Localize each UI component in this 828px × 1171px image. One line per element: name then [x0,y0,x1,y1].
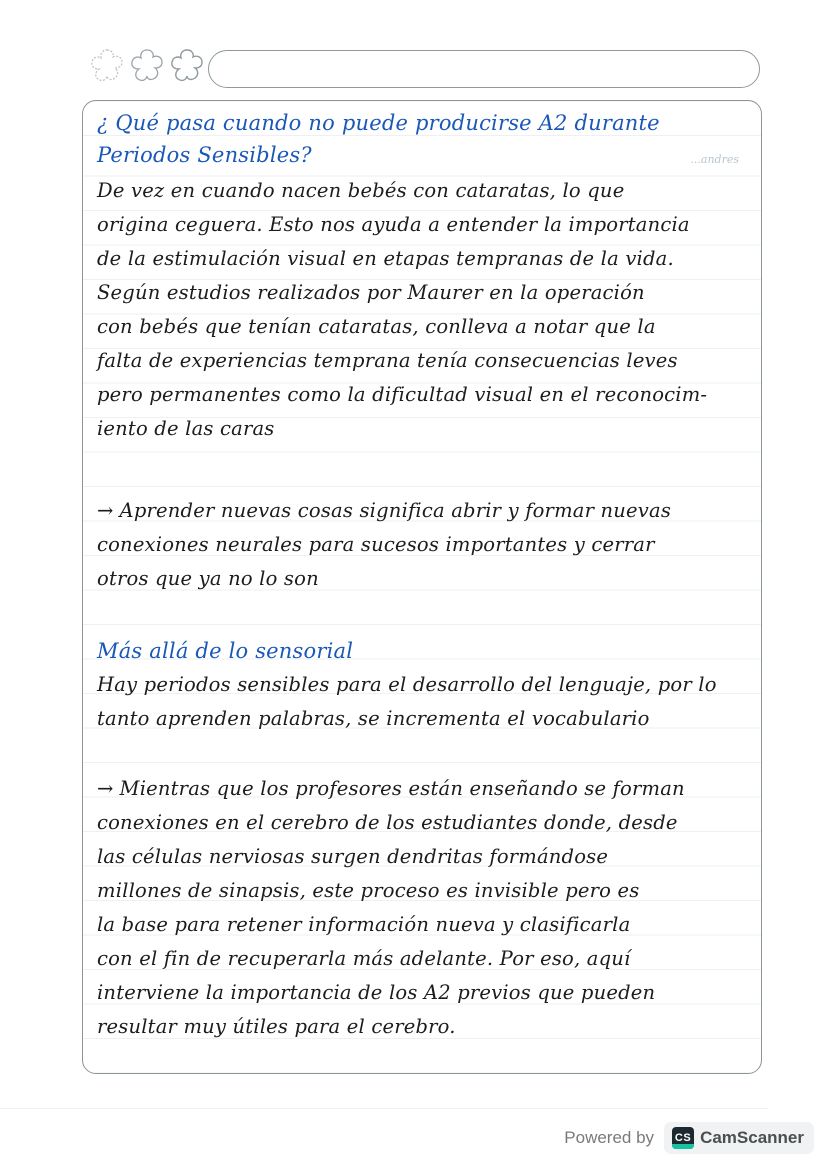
powered-by-text: Powered by [564,1128,655,1147]
arrow-note-line: conexiones en el cerebro de los estudiantes donde, desde [97,811,678,834]
camscanner-badge[interactable] [664,1122,814,1154]
camscanner-logo-icon: CS [672,1127,694,1149]
section1-heading-line: Periodos Sensibles? [97,143,312,167]
section2-heading: Más allá de lo sensorial [97,639,354,663]
flower-doodle-icon [86,46,128,88]
arrow-note-line: con el fin de recuperarla más adelante. Por eso, aquí [97,947,631,970]
camscanner-watermark [564,1122,814,1154]
flower-doodle-icon [166,46,208,88]
body-line: falta de experiencias temprana tenía consecuencias leves [97,349,678,372]
title-box [208,50,760,88]
body-line: tanto aprenden palabras, se incrementa el vocabulario [97,707,650,730]
arrow-note-line: conexiones neurales para sucesos importantes y cerrar [97,533,655,556]
body-line: origina ceguera. Esto nos ayuda a entender la importancia [97,213,690,236]
arrow-note-line: resultar muy útiles para el cerebro. [97,1015,456,1038]
body-line: iento de las caras [97,417,275,440]
arrow-note-line: las células nerviosas surgen dendritas formándose [97,845,609,868]
body-line: con bebés que tenían cataratas, conlleva a notar que la [97,315,656,338]
flower-doodle-icon [126,46,168,88]
body-line: pero permanentes como la dificultad visual en el reconocim- [97,383,708,406]
camscanner-brand: CamScanner [700,1128,804,1147]
arrow-note-line: → Mientras que los profesores están enseñando se forman [97,777,685,800]
notes-box [82,100,762,1074]
body-line: Según estudios realizados por Maurer en la operación [97,281,645,304]
body-line: De vez en cuando nacen bebés con cataratas, lo que [97,179,625,202]
body-line: de la estimulación visual en etapas tempranas de la vida. [97,247,674,270]
body-line: Hay periodos sensibles para el desarrollo del lenguaje, por lo [97,673,717,696]
arrow-note-line: interviene la importancia de los A2 previos que pueden [97,981,656,1004]
section1-heading-line: ¿ Qué pasa cuando no puede producirse A2 durante [97,111,660,135]
arrow-right-icon: → [97,777,114,800]
arrow-note-line: la base para retener información nueva y clasificarla [97,913,631,936]
faint-mark: ...andres [690,153,739,166]
arrow-note-line: otros que ya no lo son [97,567,319,590]
arrow-right-icon: → [97,499,114,522]
arrow-note-line: millones de sinapsis, este proceso es invisible pero es [97,879,640,902]
header-decoration [86,44,766,94]
arrow-note-line: → Aprender nuevas cosas significa abrir y formar nuevas [97,499,672,522]
footer-divider [0,1108,768,1109]
